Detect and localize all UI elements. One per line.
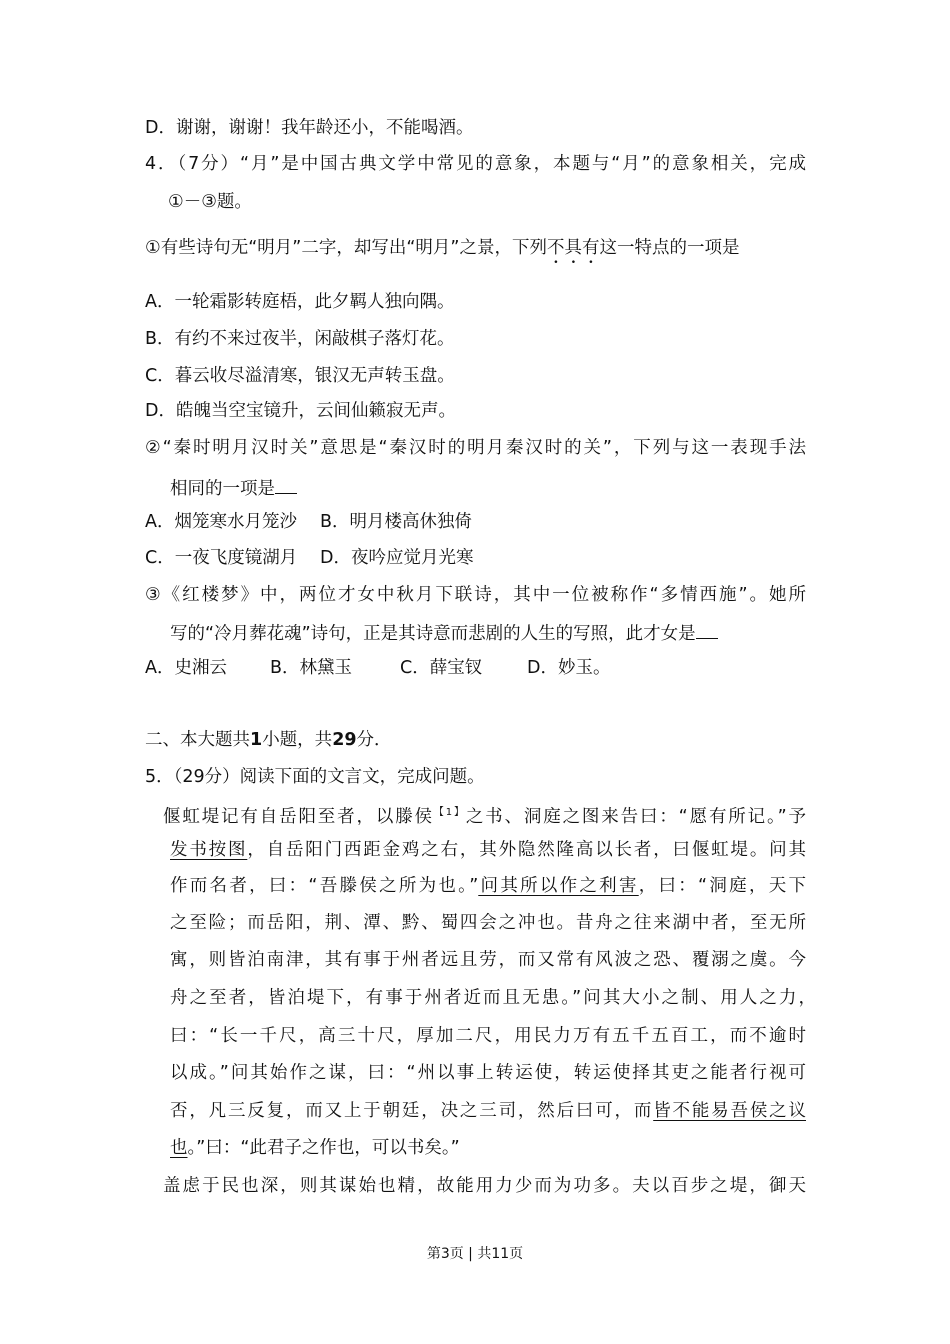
q3-option-d: D．谢谢，谢谢！我年龄还小，不能喝酒。 (145, 118, 474, 138)
text: 小题，共 (262, 730, 333, 750)
passage-line (163, 801, 806, 825)
passage-line: 曰：“长一千尺，高三十尺，厚加二尺，用民力万有五千五百工，而不逾时 (170, 1026, 806, 1046)
q5-stem: 5．（29分）阅读下面的文言文，完成问题。 (145, 767, 485, 787)
answer-blank (696, 620, 718, 639)
text: ①有些诗句无“明月”二字，却写出“明月”之景，下列 (145, 238, 547, 258)
footnote-marker: 【1】 (433, 807, 466, 818)
underlined-text: 发书按图 (170, 840, 248, 860)
underlined-text: 也 (170, 1138, 188, 1158)
q4-sub2-question: ②“秦时明月汉时关”意思是“秦汉时的明月秦汉时的关”，下列与这一表现手法 (145, 438, 806, 458)
passage-line: 舟之至者，皆泊堤下，有事于州者近而且无患。”问其大小之制、用人之力， (170, 988, 816, 1008)
q4-sub3-option-a: A．史湘云 (145, 658, 227, 678)
passage-line (170, 1099, 806, 1123)
q4-sub2-question-cont (170, 475, 297, 501)
passage-line: 盖虑于民也深，则其谋始也精，故能用力少而为功多。夫以百步之堤，御天 (163, 1176, 806, 1196)
text: 分． (356, 730, 392, 750)
q4-sub1-option-b: B．有约不来过夜半，闲敲棋子落灯花。 (145, 329, 455, 349)
text: ，曰：“洞庭，天下 (638, 876, 806, 896)
q4-sub1-option-c: C．暮云收尽溢清寒，银汉无声转玉盘。 (145, 366, 455, 386)
underlined-text: 予 (786, 806, 806, 825)
answer-blank (275, 475, 297, 494)
q4-sub1-question (145, 236, 739, 268)
q4-sub2-option-a: A．烟笼寒水月笼沙 (145, 512, 297, 532)
text: 这一特点的一项是 (599, 238, 740, 258)
q4-stem-cont: ①－③题。 (168, 192, 252, 212)
text: ，自岳阳门西距金鸡之右，其外隐然隆高以长者，曰偃虹堤。问其 (247, 840, 806, 860)
score: 29 (332, 730, 357, 750)
q4-sub2-option-d: D．夜吟应觉月光寒 (320, 548, 474, 568)
text: 偃虹堤记有自岳阳至者，以滕侯 (163, 806, 434, 825)
passage-line (170, 1136, 460, 1160)
passage-line (170, 838, 806, 862)
q4-sub3-question: ③《红楼梦》中，两位才女中秋月下联诗，其中一位被称作“多情西施”。她所 (145, 585, 806, 605)
q4-sub2-option-c: C．一夜飞度镜湖月 (145, 548, 298, 568)
q4-sub3-question-cont (170, 620, 718, 646)
text: 相同的一项是 (170, 479, 275, 499)
page-footer: 第3页 | 共11页 (426, 1246, 524, 1262)
passage-line: 以成。”问其始作之谋，曰：“州以事上转运使，转运使择其吏之能者行视可 (170, 1063, 806, 1083)
passage-line: 寓，则皆泊南津，其有事于州者远且劳，而又常有风波之恐、覆溺之虞。今 (170, 950, 806, 970)
section-heading (145, 728, 392, 752)
text: 二、本大题共 (145, 730, 250, 750)
text: 写的“冷月葬花魂”诗句，正是其诗意而悲剧的人生的写照，此才女是 (170, 624, 696, 644)
q4-sub3-option-c: C．薛宝钗 (400, 658, 483, 678)
text: 作而名者，曰：“吾滕侯之所为也。” (170, 876, 479, 896)
q4-sub3-option-d: D．妙玉。 (527, 658, 611, 678)
underlined-text: 皆不能易吾侯之议 (653, 1101, 806, 1121)
q4-stem: 4．（7分）“月”是中国古典文学中常见的意象，本题与“月”的意象相关，完成 (145, 154, 806, 174)
text: 。”曰：“此君子之作也，可以书矣。” (187, 1138, 460, 1158)
text: 否，凡三反复，而又上于朝廷，决之三司，然后曰可，而 (170, 1101, 654, 1121)
emphasis-text: 不具有 (546, 238, 600, 258)
question-count: 1 (250, 730, 263, 750)
q4-sub2-option-b: B．明月楼高休独倚 (320, 512, 473, 532)
text: 之书、洞庭之图来告曰：“愿有所记。” (465, 806, 787, 825)
q4-sub3-option-b: B．林黛玉 (270, 658, 353, 678)
q4-sub1-option-d: D．皓魄当空宝镜升，云间仙籁寂无声。 (145, 401, 456, 421)
underlined-text: 问其所以作之利害 (478, 876, 639, 896)
passage-line: 之至险；而岳阳，荆、潭、黔、蜀四会之冲也。昔舟之往来湖中者，至无所 (170, 913, 806, 933)
q4-sub1-option-a: A．一轮霜影转庭梧，此夕羁人独向隅。 (145, 292, 455, 312)
passage-line (170, 874, 806, 898)
